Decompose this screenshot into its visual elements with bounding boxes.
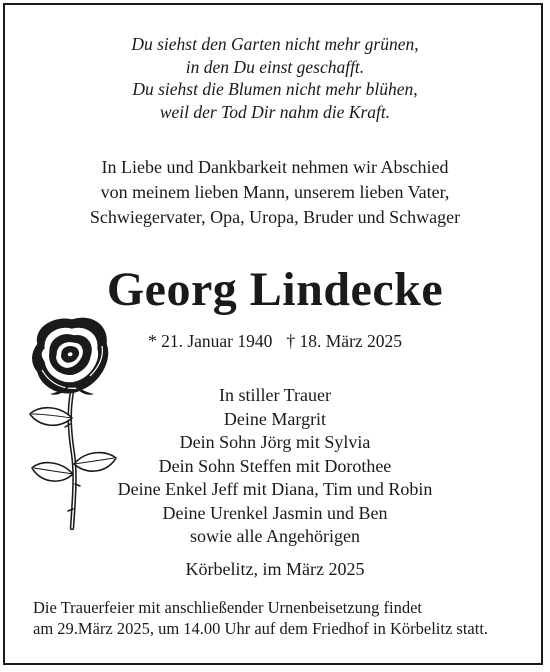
mourner-line: Dein Sohn Steffen mit Dorothee [158,455,392,476]
intro-line: Schwiegervater, Opa, Uropa, Bruder und Schwager [89,207,461,227]
mourner-line: Dein Sohn Jörg mit Sylvia [179,432,371,452]
poem-line: Du siehst die Blumen nicht mehr blühen, [132,79,418,99]
mourner-line: Deine Urenkel Jasmin und Ben [162,502,388,523]
deceased-name: Georg Lindecke [106,263,444,316]
intro-line: In Liebe und Dankbarkeit nehmen wir Abschied [101,157,449,177]
ceremony-line: Die Trauerfeier mit anschließender Urnenbeisetzung findet [33,598,422,617]
mourner-line: Deine Margrit [223,408,327,429]
poem-line: Du siehst den Garten nicht mehr grünen, [131,34,419,54]
ceremony-line: am 29.März 2025, um 14.00 Uhr auf dem Friedhof in Körbelitz statt. [33,619,489,638]
place-and-date: Körbelitz, im März 2025 [185,559,365,579]
mourner-line: sowie alle Angehörigen [190,526,360,546]
ceremony-notice [33,597,533,639]
mourners-list [0,384,550,549]
mourner-line: Deine Enkel Jeff mit Diana, Tim und Robin [117,479,433,499]
poem [0,33,550,123]
mourner-line: In stiller Trauer [219,385,331,405]
poem-line: weil der Tod Dir nahm die Kraft. [159,101,391,122]
intro-line: von meinem lieben Mann, unserem lieben Vater, [100,182,450,202]
death-date: † 18. März 2025 [286,331,403,351]
poem-line: in den Du einst geschafft. [185,56,365,77]
birth-date: * 21. Januar 1940 [147,331,273,351]
farewell-intro [0,155,550,230]
